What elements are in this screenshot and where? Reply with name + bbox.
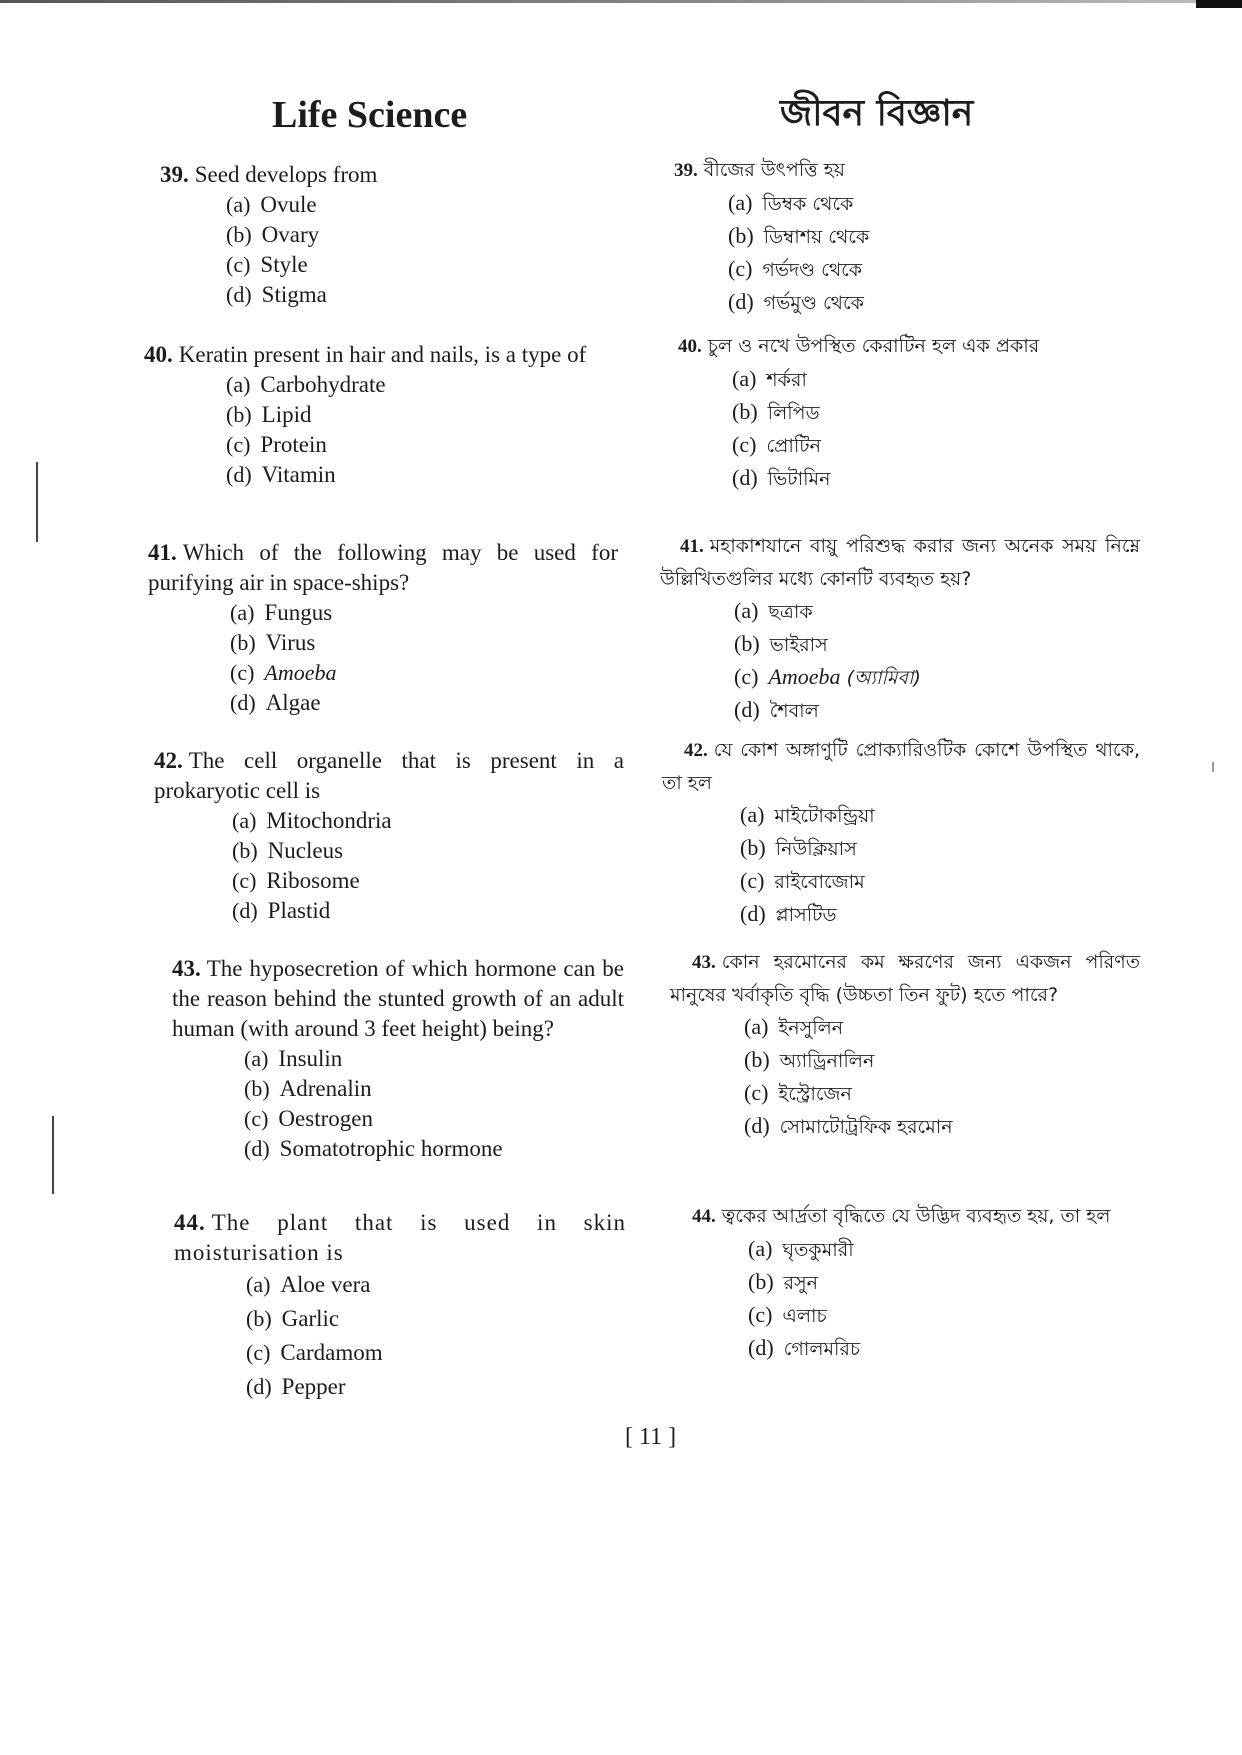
option-item: (a) Mitochondria — [232, 808, 392, 833]
option-item: (d) শৈবাল — [734, 697, 819, 722]
page-title-bengali: জীবন বিজ্ঞান — [780, 93, 974, 134]
option-item: (d) Somatotrophic hormone — [244, 1136, 503, 1161]
question-stem: যে কোশ অঙ্গাণুটি প্রোক্যারিওটিক কোশে উপস্থিত থাকে, তা হল — [662, 739, 1140, 794]
option-item: (b) ভাইরাস — [734, 631, 828, 656]
option-list — [670, 1011, 1140, 1143]
question-stem: The plant that is used in skin moisturisation is — [174, 1210, 626, 1265]
option-list — [174, 1268, 626, 1404]
option-item: (c) Cardamom — [246, 1340, 383, 1365]
question-41-bn — [660, 530, 1140, 727]
option-list — [154, 806, 624, 926]
option-item: (d) প্লাসটিড — [740, 901, 837, 926]
option-item: (d) Stigma — [226, 282, 327, 307]
option-item: (c) প্রোটিন — [732, 432, 821, 457]
option-item: (a) Aloe vera — [246, 1272, 371, 1297]
option-list — [172, 1044, 624, 1164]
option-item: (a) Fungus — [230, 600, 333, 625]
option-item: (c) Style — [226, 252, 308, 277]
option-item: (a) ইনসুলিন — [744, 1014, 844, 1039]
question-number: 42. — [684, 740, 708, 761]
option-item: (b) Lipid — [226, 402, 312, 427]
option-item: (d) ভিটামিন — [732, 465, 831, 490]
question-number: 42. — [154, 748, 183, 773]
question-43-en — [172, 954, 624, 1164]
option-item: (b) ডিম্বাশয় থেকে — [728, 223, 870, 248]
question-number: 44. — [174, 1210, 206, 1235]
question-number: 41. — [148, 540, 177, 565]
option-item: (b) অ্যাড্রিনালিন — [744, 1047, 875, 1072]
question-number: 40. — [144, 342, 173, 367]
option-item: (d) Pepper — [246, 1374, 346, 1399]
question-41-en — [148, 538, 618, 718]
option-item: (b) রসুন — [748, 1269, 818, 1294]
question-number: 44. — [692, 1206, 716, 1227]
option-item: (c) ইস্ট্রোজেন — [744, 1080, 852, 1105]
margin-mark-lower — [52, 1116, 54, 1194]
option-item: (a) শর্করা — [732, 366, 807, 391]
option-item: (c) রাইবোজোম — [740, 868, 865, 893]
option-item: (c) Ribosome — [232, 868, 360, 893]
margin-mark-upper — [36, 462, 38, 542]
question-stem: বীজের উৎপত্তি হয় — [703, 159, 845, 181]
option-item: (c) Oestrogen — [244, 1106, 373, 1131]
option-list — [148, 598, 618, 718]
question-number: 40. — [678, 336, 702, 357]
margin-dot-right — [1212, 762, 1214, 772]
option-item: (c) এলাচ — [748, 1302, 827, 1327]
scan-edge-line — [0, 0, 1200, 3]
question-number: 43. — [692, 952, 716, 973]
option-item: (b) Adrenalin — [244, 1076, 372, 1101]
option-item: (b) লিপিড — [732, 399, 820, 424]
option-item: (a) Ovule — [226, 192, 317, 217]
question-stem: The hyposecretion of which hormone can be the reason behind the stunted growth of an adult human (with around 3 feet height) being? — [172, 956, 624, 1041]
option-item: (a) ছত্রাক — [734, 598, 813, 623]
page-title-english: Life Science — [272, 94, 468, 136]
option-item: (c) গর্ভদণ্ড থেকে — [728, 256, 863, 281]
option-item: (b) Ovary — [226, 222, 320, 247]
option-item: (c) Amoeba (অ্যামিবা) — [734, 664, 921, 689]
option-item: (d) গোলমরিচ — [748, 1335, 861, 1360]
question-stem: Keratin present in hair and nails, is a type of — [178, 342, 587, 367]
question-stem: মহাকাশযানে বায়ু পরিশুদ্ধ করার জন্য অনেক সময় নিম্নে উল্লিখিতগুলির মধ্যে কোনটি ব্যবহৃত হয়? — [660, 535, 1140, 590]
question-stem: চুল ও নখে উপস্থিত কেরাটিন হল এক প্রকার — [707, 335, 1040, 357]
option-list — [678, 363, 1148, 495]
option-item: (a) ঘৃতকুমারী — [748, 1236, 854, 1261]
option-item: (d) Vitamin — [226, 462, 336, 487]
question-stem: ত্বকের আর্দ্রতা বৃদ্ধিতে যে উদ্ভিদ ব্যবহৃত হয়, তা হল — [721, 1205, 1111, 1227]
question-40-bn — [678, 330, 1148, 495]
question-stem: কোন হরমোনের কম ক্ষরণের জন্য একজন পরিণত মানুষের খর্বাকৃতি বৃদ্ধি (উচ্চতা তিন ফুট) হতে পারে? — [670, 951, 1140, 1006]
option-list — [692, 1233, 1152, 1365]
option-item: (c) Protein — [226, 432, 327, 457]
option-item: (a) Insulin — [244, 1046, 343, 1071]
option-item: (a) Carbohydrate — [226, 372, 386, 397]
option-list — [674, 187, 1144, 319]
question-stem: Which of the following may be used for purifying air in space-ships? — [148, 540, 618, 595]
option-list — [160, 190, 630, 310]
page-number: [ 11 ] — [625, 1424, 677, 1450]
option-list — [660, 595, 1140, 727]
option-item: (b) Nucleus — [232, 838, 344, 863]
option-item: (a) ডিম্বক থেকে — [728, 190, 854, 215]
question-42-en — [154, 746, 624, 926]
question-number: 43. — [172, 956, 201, 981]
option-item: (d) গর্ভমুণ্ড থেকে — [728, 289, 864, 314]
question-number: 41. — [680, 536, 704, 557]
option-item: (d) Plastid — [232, 898, 331, 923]
question-44-bn — [692, 1200, 1152, 1365]
option-item: (b) Virus — [230, 630, 316, 655]
option-item: (c) Amoeba — [230, 660, 337, 685]
option-list — [662, 799, 1140, 931]
option-list — [144, 370, 614, 490]
scan-corner-mark — [1196, 0, 1242, 8]
question-43-bn — [670, 946, 1140, 1143]
question-40-en — [144, 340, 614, 490]
option-item: (d) সোমাটোট্রফিক হরমোন — [744, 1113, 953, 1138]
question-stem: The cell organelle that is present in a prokaryotic cell is — [154, 748, 624, 803]
question-stem: Seed develops from — [194, 162, 378, 187]
question-39-bn — [674, 154, 1144, 319]
option-item: (a) মাইটোকন্ড্রিয়া — [740, 802, 875, 827]
question-number: 39. — [674, 160, 698, 181]
option-item: (b) Garlic — [246, 1306, 340, 1331]
question-42-bn — [662, 734, 1140, 931]
question-number: 39. — [160, 162, 189, 187]
option-item: (b) নিউক্লিয়াস — [740, 835, 857, 860]
question-39-en — [160, 160, 630, 310]
option-item: (d) Algae — [230, 690, 321, 715]
question-44-en — [174, 1208, 626, 1404]
